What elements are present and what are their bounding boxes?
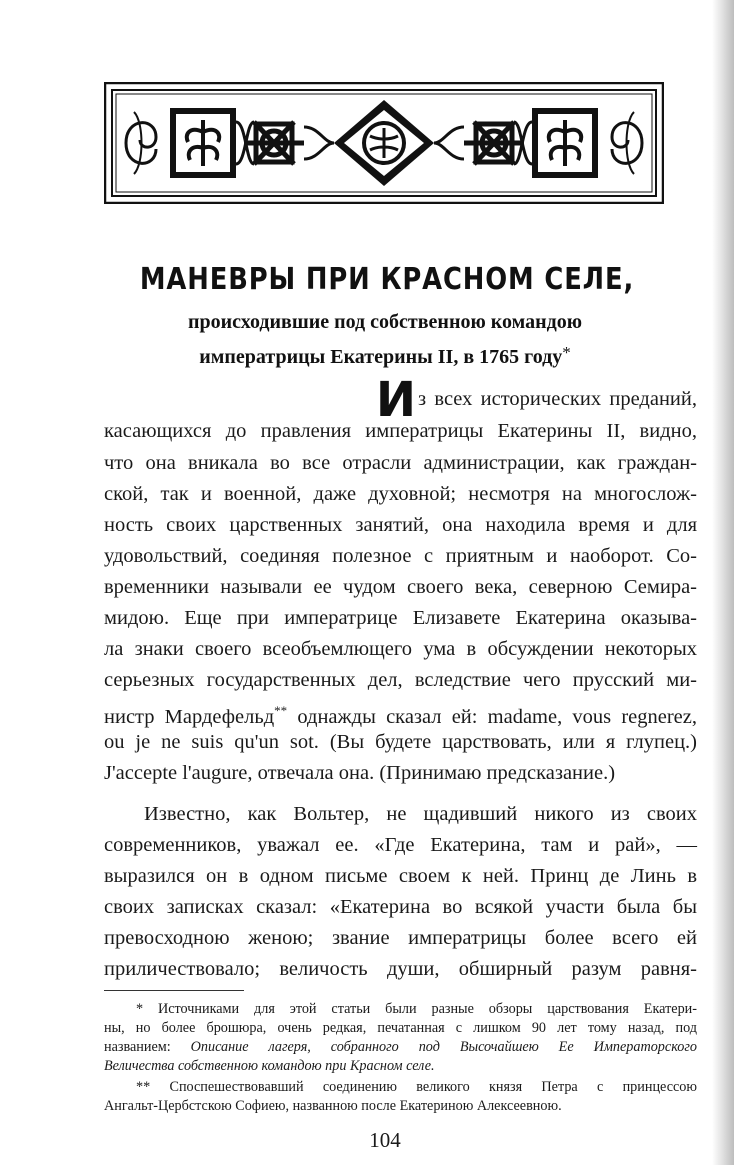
footnote-text: названием: <box>104 1039 171 1055</box>
footnote-line-italic <box>104 1038 697 1057</box>
body-line: приличествовало; величость души, обширный разум равня- <box>104 958 697 980</box>
article-subtitle-line-1: происходившие под собственною командою <box>187 311 583 333</box>
body-line: ou je ne suis qu'un sot. (Вы будете царствовать, или я глупец.) <box>104 731 697 753</box>
subtitle-line-2-text: императрицы Екатерины II, в 1765 году <box>199 346 563 368</box>
footnote-mark: ** <box>274 703 288 718</box>
page-gutter-shadow <box>712 0 734 1165</box>
footnote-line: Ангальт-Цербстскою Софиею, названною после Екатериною Алексеевною. <box>104 1098 562 1114</box>
body-line: ской, так и военной, даже духовной; несмотря на многослож- <box>104 483 697 505</box>
body-line: выразился он в одном письме своем к ней. Принц де Линь в <box>104 865 697 887</box>
body-line: удовольствий, соединяя полезное с приятным и наоборот. Со- <box>104 545 697 567</box>
body-line: превосходною женою; звание императрицы более всего ей <box>104 927 697 949</box>
body-line: современников, уважал ее. «Где Екатерина, там и рай», — <box>104 834 697 856</box>
body-line: Известно, как Вольтер, не щадивший никого из своих <box>144 803 697 825</box>
body-text: однажды сказал ей: madame, vous regnerez, <box>297 706 697 728</box>
footnote-line <box>104 1057 697 1076</box>
body-line: своих записках сказал: «Екатерина во всякой участи была бы <box>104 896 697 918</box>
article-title: МАНЕВРЫ ПРИ КРАСНОМ СЕЛЕ, <box>139 262 635 297</box>
body-line: временники называли ее чудом своего века, северною Семира- <box>104 576 697 598</box>
footnote-line: ** Споспешествовавший соединению великого князя Петра с принцессою <box>136 1079 697 1095</box>
body-line: что она вникала во все отрасли администрации, как граждан- <box>104 452 697 474</box>
footnote-book-title: Описание лагеря, собранного под Высочайшею Ее Императорского <box>190 1039 698 1055</box>
body-line: ность своих царственных занятий, она находила время и для <box>104 514 697 536</box>
footnote-book-title-end: Величества собственною командою при Красном селе. <box>104 1058 435 1074</box>
body-line: з всех исторических преданий, <box>418 388 697 410</box>
footnote-line: * Источниками для этой статьи были разные обзоры царствования Екатери- <box>136 1001 697 1017</box>
footnote-line: ны, но более брошюра, очень редкая, печатанная с лишком 90 лет тому назад, под <box>104 1020 697 1036</box>
footnote-divider <box>104 990 244 991</box>
drop-cap <box>376 374 416 422</box>
body-line: серьезных государственных дел, вследствие чего прусский ми- <box>104 669 697 691</box>
article-subtitle-line-2 <box>100 343 670 369</box>
footnote-mark: * <box>562 343 571 362</box>
body-line-mardefeld <box>104 698 697 728</box>
body-text: нистр Мардефельд <box>104 706 275 728</box>
body-line: мидою. Еще при императрице Елизавете Екатерина оказыва- <box>104 607 697 629</box>
page-number: 104 <box>369 1128 401 1152</box>
body-line: ла знаки своего всеобъемлющего ума в обсуждении некоторых <box>104 638 697 660</box>
drop-cap-letter: И <box>376 374 416 422</box>
body-line: J'accepte l'augure, отвечала она. (Принимаю предсказание.) <box>104 762 616 784</box>
body-line: касающихся до правления императрицы Екатерины II, видно, <box>104 420 697 442</box>
header-ornament <box>104 82 664 204</box>
